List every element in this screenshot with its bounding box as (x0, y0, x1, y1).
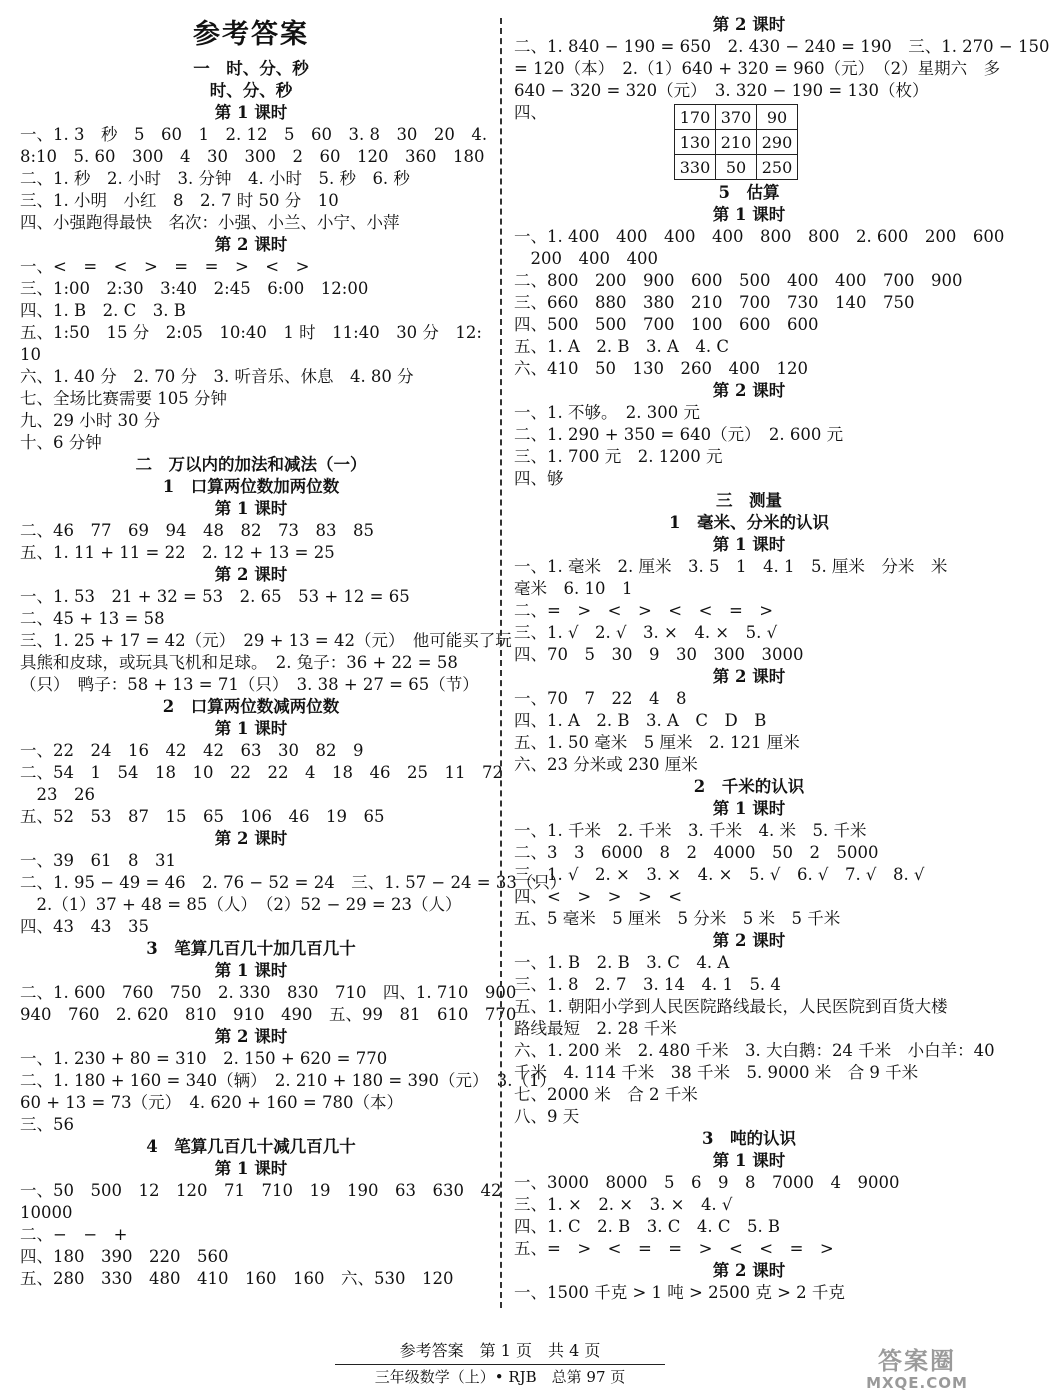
answer-line: 一、70 7 22 4 8 (514, 689, 687, 708)
answer-line: 五、1. 朝阳小学到人民医院路线最长，人民医院到百货大楼 (514, 997, 948, 1016)
answer-line: 8:10 5. 60 300 4 30 300 2 60 120 360 180 (20, 147, 485, 166)
section-heading: 三 测量 (716, 491, 782, 510)
answer-line: 六、1. 40 分 2. 70 分 3. 听音乐、休息 4. 80 分 (20, 367, 414, 386)
answer-line: 五、1. 11 + 11 = 22 2. 12 + 13 = 25 (20, 543, 335, 562)
answer-line: 三、1. 小明 小红 8 2. 7 时 50 分 10 (20, 191, 339, 210)
section-heading: 1 毫米、分米的认识 (669, 513, 829, 532)
answer-line: 640 − 320 = 320（元） 3. 320 − 190 = 130（枚） (514, 81, 929, 100)
answer-line: 五、1. A 2. B 3. A 4. C (514, 337, 730, 356)
section-heading: 第 2 课时 (214, 565, 288, 584)
answer-line: 一、1. 毫米 2. 厘米 3. 5 1 4. 1 5. 厘米 分米 米 (514, 557, 948, 576)
section-heading: 第 2 课时 (712, 15, 786, 34)
grid-cell: 210 (716, 130, 757, 155)
answer-line: 六、1. 200 米 2. 480 千米 3. 大白鹅：24 千米 小白羊：40 (514, 1041, 995, 1060)
answer-line: 五、52 53 87 15 65 106 46 19 65 (20, 807, 385, 826)
section-heading: 3 笔算几百几十加几百几十 (146, 939, 356, 958)
answer-line: 四、70 5 30 9 30 300 3000 (514, 645, 804, 664)
answer-line: 一、1500 千克 > 1 吨 > 2500 克 > 2 千克 (514, 1283, 845, 1302)
section-heading: 第 1 课时 (214, 719, 288, 738)
section-heading: 第 2 课时 (214, 235, 288, 254)
section-heading: 2 千米的认识 (693, 777, 805, 796)
answer-line: 六、23 分米或 230 厘米 (514, 755, 698, 774)
right-column (514, 14, 1050, 1304)
page-title: 参考答案 (193, 19, 309, 50)
answer-line: 二、46 77 69 94 48 82 73 83 85 (20, 521, 374, 540)
answer-line: 三、1. × 2. × 3. × 4. √ (514, 1195, 733, 1214)
answer-line: 二、1. 95 − 49 = 46 2. 76 − 52 = 24 三、1. 57 − 24 = 33（只） (20, 873, 567, 892)
answer-line: 六、410 50 130 260 400 120 (514, 359, 808, 378)
answer-line: 千米 4. 114 千米 38 千米 5. 9000 米 合 9 千米 (514, 1063, 919, 1082)
grid-row (675, 155, 798, 180)
answer-line: 一、1. 53 21 + 32 = 53 2. 65 53 + 12 = 65 (20, 587, 410, 606)
grid-cell: 130 (675, 130, 716, 155)
answer-line: 一、< = < > = = > < > (20, 257, 310, 276)
answer-line: 10000 (20, 1203, 73, 1222)
answer-line: 四、1. C 2. B 3. C 4. C 5. B (514, 1217, 781, 1236)
answer-line: 四、43 43 35 (20, 917, 149, 936)
answer-line: 一、1. 千米 2. 千米 3. 千米 4. 米 5. 千米 (514, 821, 867, 840)
answer-line: 200 400 400 (514, 249, 658, 268)
answer-line: 一、1. 3 秒 5 60 1 2. 12 5 60 3. 8 30 20 4. (20, 125, 488, 144)
answer-line: 一、50 500 12 120 71 710 19 190 63 630 42 (20, 1181, 502, 1200)
section-heading: 第 2 课时 (712, 667, 786, 686)
answer-line: 七、全场比赛需要 105 分钟 (20, 389, 227, 408)
section-heading: 第 1 课时 (712, 1151, 786, 1170)
answer-grid-label: 四、 (514, 103, 547, 122)
section-heading: 第 1 课时 (214, 1159, 288, 1178)
answer-line: 五、= > < = = > < < = > (514, 1239, 834, 1258)
answer-line: 二、3 3 6000 8 2 4000 50 2 5000 (514, 843, 879, 862)
answer-line: 三、1. √ 2. × 3. × 4. × 5. √ 6. √ 7. √ 8. √ (514, 865, 925, 884)
answer-line: 三、1. √ 2. √ 3. × 4. × 5. √ (514, 623, 778, 642)
grid-row (675, 105, 798, 130)
answer-line: 二、1. 290 + 350 = 640（元） 2. 600 元 (514, 425, 844, 444)
answer-line: 具熊和皮球，或玩具飞机和足球。 2. 兔子：36 + 22 = 58 (20, 653, 458, 672)
answer-line: 一、1. 230 + 80 = 310 2. 150 + 620 = 770 (20, 1049, 388, 1068)
answer-line: 一、1. B 2. B 3. C 4. A (514, 953, 730, 972)
grid-row (675, 130, 798, 155)
answer-line: 三、1. 25 + 17 = 42（元） 29 + 13 = 42（元） 他可能买了玩 (20, 631, 512, 650)
answer-line: 三、56 (20, 1115, 74, 1134)
answer-line: 四、小强跑得最快 名次：小强、小兰、小宁、小萍 (20, 213, 400, 232)
section-heading: 第 2 课时 (712, 381, 786, 400)
watermark-cn: 答案圈 (878, 1347, 956, 1375)
answer-line: 九、29 小时 30 分 (20, 411, 161, 430)
section-heading: 第 2 课时 (214, 1027, 288, 1046)
section-heading: 4 笔算几百几十减几百几十 (146, 1137, 356, 1156)
section-heading: 二 万以内的加法和减法（一） (135, 455, 367, 474)
answer-line: 二、1. 秒 2. 小时 3. 分钟 4. 小时 5. 秒 6. 秒 (20, 169, 410, 188)
answer-line: 23 26 (20, 785, 95, 804)
answer-line: 路线最短 2. 28 千米 (514, 1019, 677, 1038)
answer-line: 二、800 200 900 600 500 400 400 700 900 (514, 271, 963, 290)
grid-cell: 250 (757, 155, 798, 180)
footer-book-info: 三年级数学（上）• RJB 总第 97 页 (374, 1368, 626, 1386)
section-heading: 第 1 课时 (214, 103, 288, 122)
answer-line: 四、180 390 220 560 (20, 1247, 229, 1266)
answer-line: 二、1. 840 − 190 = 650 2. 430 − 240 = 190 三、1. 270 − 150 (514, 37, 1050, 56)
answer-line: 二、= > < > < < = > (514, 601, 774, 620)
answer-line: 五、280 330 480 410 160 160 六、530 120 (20, 1269, 454, 1288)
section-heading: 第 1 课时 (712, 799, 786, 818)
answer-line: 四、< > > > < (514, 887, 683, 906)
answer-line: 一、22 24 16 42 42 63 30 82 9 (20, 741, 364, 760)
answer-line: 四、500 500 700 100 600 600 (514, 315, 819, 334)
answer-line: 10 (20, 345, 41, 364)
right-top-lines (514, 14, 1050, 102)
answer-grid-row (514, 102, 984, 182)
answer-line: 四、1. B 2. C 3. B (20, 301, 186, 320)
answer-line: 五、5 毫米 5 厘米 5 分米 5 米 5 千米 (514, 909, 841, 928)
answer-line: 940 760 2. 620 810 910 490 五、99 81 610 770 (20, 1005, 517, 1024)
answer-line: 三、1:00 2:30 3:40 2:45 6:00 12:00 (20, 279, 369, 298)
section-heading: 第 1 课时 (712, 535, 786, 554)
footer-page-info: 参考答案 第 1 页 共 4 页 (399, 1341, 601, 1360)
watermark-logo (842, 1348, 992, 1394)
section-heading: 第 1 课时 (712, 205, 786, 224)
watermark-en: MXQE.COM (866, 1374, 968, 1392)
answer-line: 60 + 13 = 73（元） 4. 620 + 160 = 780（本） (20, 1093, 403, 1112)
section-heading: 时、分、秒 (209, 81, 293, 100)
answer-line: 三、1. 8 2. 7 3. 14 4. 1 5. 4 (514, 975, 781, 994)
answer-line: 八、9 天 (514, 1107, 580, 1126)
column-divider (500, 18, 502, 1308)
answer-line: 十、6 分钟 (20, 433, 102, 452)
section-heading: 第 2 课时 (712, 1261, 786, 1280)
answer-line: 二、− − + (20, 1225, 128, 1244)
grid-cell: 50 (716, 155, 757, 180)
section-heading: 2 口算两位数减两位数 (162, 697, 340, 716)
section-heading: 第 1 课时 (214, 961, 288, 980)
section-heading: 5 估算 (718, 183, 780, 202)
answer-line: 三、1. 700 元 2. 1200 元 (514, 447, 723, 466)
section-heading: 一 时、分、秒 (193, 59, 309, 78)
answer-line: 二、54 1 54 18 10 22 22 4 18 46 25 11 72 (20, 763, 503, 782)
grid-cell: 90 (757, 105, 798, 130)
grid-cell: 370 (716, 105, 757, 130)
grid-cell: 290 (757, 130, 798, 155)
answer-line: 五、1:50 15 分 2:05 10:40 1 时 11:40 30 分 12: (20, 323, 482, 342)
answer-grid (674, 104, 798, 180)
answer-line: = 120（本） 2.（1）640 + 320 = 960（元） （2）星期六 多 (514, 59, 1001, 78)
answer-line: 一、1. 400 400 400 400 800 800 2. 600 200 600 (514, 227, 1005, 246)
answer-line: 二、1. 180 + 160 = 340（辆） 2. 210 + 180 = 390（元） 3.（1） (20, 1071, 556, 1090)
answer-line: 一、39 61 8 31 (20, 851, 176, 870)
answer-line: 二、45 + 13 = 58 (20, 609, 165, 628)
answer-line: 三、660 880 380 210 700 730 140 750 (514, 293, 915, 312)
answer-line: 四、1. A 2. B 3. A C D B (514, 711, 767, 730)
answer-line: 四、够 (514, 469, 564, 488)
answer-line: 七、2000 米 合 2 千米 (514, 1085, 698, 1104)
answer-line: （只） 鸭子：58 + 13 = 71（只） 3. 38 + 27 = 65（节） (20, 675, 479, 694)
section-heading: 第 2 课时 (712, 931, 786, 950)
answer-line: 毫米 6. 10 1 (514, 579, 633, 598)
right-bottom-lines (514, 182, 1005, 1304)
footer-rule (335, 1364, 665, 1365)
section-heading: 3 吨的认识 (702, 1129, 796, 1148)
answer-line: 五、1. 50 毫米 5 厘米 2. 121 厘米 (514, 733, 800, 752)
section-heading: 1 口算两位数加两位数 (162, 477, 340, 496)
grid-cell: 170 (675, 105, 716, 130)
answer-line: 二、1. 600 760 750 2. 330 830 710 四、1. 710 900 (20, 983, 517, 1002)
answer-line: 2.（1）37 + 48 = 85（人） （2）52 − 29 = 23（人） (20, 895, 462, 914)
section-heading: 第 1 课时 (214, 499, 288, 518)
grid-cell: 330 (675, 155, 716, 180)
answer-line: 一、3000 8000 5 6 9 8 7000 4 9000 (514, 1173, 900, 1192)
answer-line: 一、1. 不够。 2. 300 元 (514, 403, 700, 422)
section-heading: 第 2 课时 (214, 829, 288, 848)
